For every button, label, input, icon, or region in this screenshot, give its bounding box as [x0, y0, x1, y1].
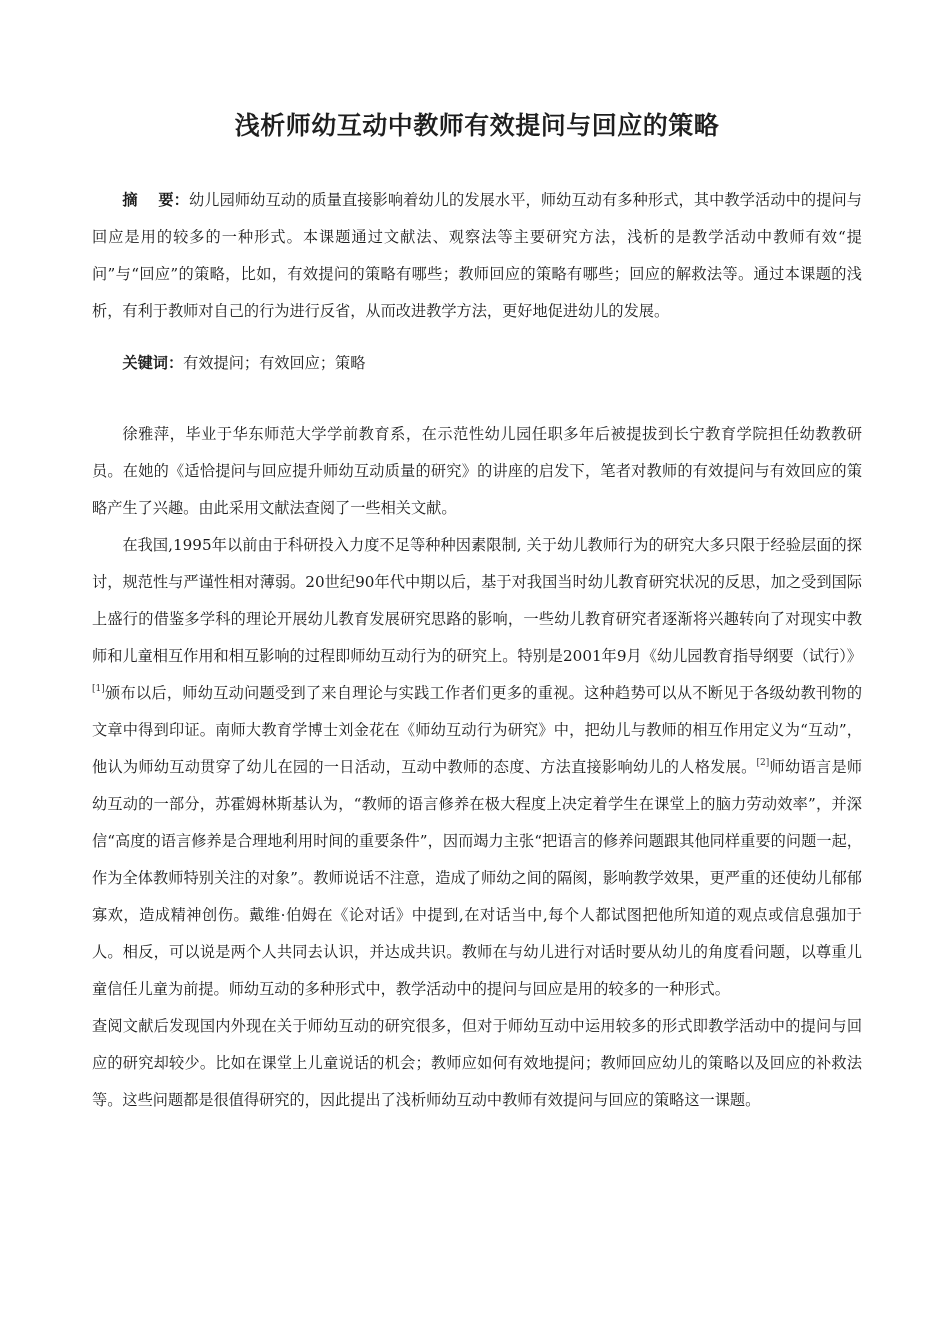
body-text — [92, 416, 862, 1119]
abstract-text: 幼儿园师幼互动的质量直接影响着幼儿的发展水平，师幼互动有多种形式，其中教学活动中的提问与回应是用的较多的一种形式。本课题通过文献法、观察法等主要研究方法，浅析的是教学活动中教师有效“提问”与“回应”的策略，比如，有效提问的策略有哪些；教师回应的策略有哪些；回应的解救法等。通过本课题的浅析，有利于教师对自己的行为进行反省，从而改进教学方法，更好地促进幼儿的发展。 — [92, 191, 862, 320]
abstract-label: 摘 要： — [122, 191, 189, 209]
abstract — [92, 182, 862, 330]
keywords-label: 关键词： — [122, 354, 184, 373]
paragraph-2 — [92, 527, 862, 1008]
paragraph-1: 徐雅萍，毕业于华东师范大学学前教育系，在示范性幼儿园任职多年后被提拔到长宁教育学院担任幼教教研员。在她的《适恰提问与回应提升师幼互动质量的研究》的讲座的启发下，笔者对教师的有效提问与有效回应的策略产生了兴趣。由此采用文献法查阅了一些相关文献。 — [92, 425, 862, 518]
paragraph-2-part-b: 颁布以后，师幼互动问题受到了来自理论与实践工作者们更多的重视。这种趋势可以从不断见于各级幼教刊物的文章中得到印证。南师大教育学博士刘金花在《师幼互动行为研究》中，把幼儿与教师的相互作用定义为“互动”，他认为师幼互动贯穿了幼儿在园的一日活动，互动中教师的态度、方法直接影响幼儿的人格发展。 — [92, 684, 862, 777]
keywords — [92, 345, 862, 382]
keywords-text: 有效提问；有效回应；策略 — [183, 354, 366, 373]
citation-2[interactable]: [2] — [756, 758, 770, 769]
paragraph-2-part-a: 在我国,1995年以前由于科研投入力度不足等种种因素限制, 关于幼儿教师行为的研究大多只限于经验层面的探讨，规范性与严谨性相对薄弱。20世纪90年代中期以后，基于对我国当时幼儿教育研究状况的反思，加之受到国际上盛行的借鉴多学科的理论开展幼儿教育发展研究思路的影响，一些幼儿教育研究者逐渐将兴趣转向了对现实中教师和儿童相互作用和相互影响的过程即师幼互动行为的研究上。特别是2001年9月《幼儿园教育指导纲要（试行）》 — [92, 536, 862, 666]
paragraph-3: 查阅文献后发现国内外现在关于师幼互动的研究很多，但对于师幼互动中运用较多的形式即教学活动中的提问与回应的研究却较少。比如在课堂上儿童说话的机会；教师应如何有效地提问；教师回应幼儿的策略以及回应的补救法等。这些问题都是很值得研究的，因此提出了浅析师幼互动中教师有效提问与回应的策略这一课题。 — [92, 1017, 862, 1110]
document-page — [92, 0, 862, 1119]
paper-title: 浅析师幼互动中教师有效提问与回应的策略 — [234, 111, 720, 140]
citation-1[interactable]: [1] — [92, 684, 105, 695]
paragraph-2-part-c: 师幼语言是师幼互动的一部分，苏霍姆林斯基认为，“教师的语言修养在极大程度上决定着学生在课堂上的脑力劳动效率”，并深信“高度的语言修养是合理地利用时间的重要条件”，因而竭力主张“把语言的修养问题跟其他同样重要的问题一起，作为全体教师特别关注的对象”。教师说话不注意，造成了师幼之间的隔阂，影响教学效果，更严重的还使幼儿郁郁寡欢，造成精神创伤。戴维·伯姆在《论对话》中提到,在对话当中,每个人都试图把他所知道的观点或信息强加于人。相反，可以说是两个人共同去认识，并达成共识。教师在与幼儿进行对话时要从幼儿的角度看问题，以尊重儿童信任儿童为前提。师幼互动的多种形式中，教学活动中的提问与回应是用的较多的一种形式。 — [92, 758, 863, 999]
